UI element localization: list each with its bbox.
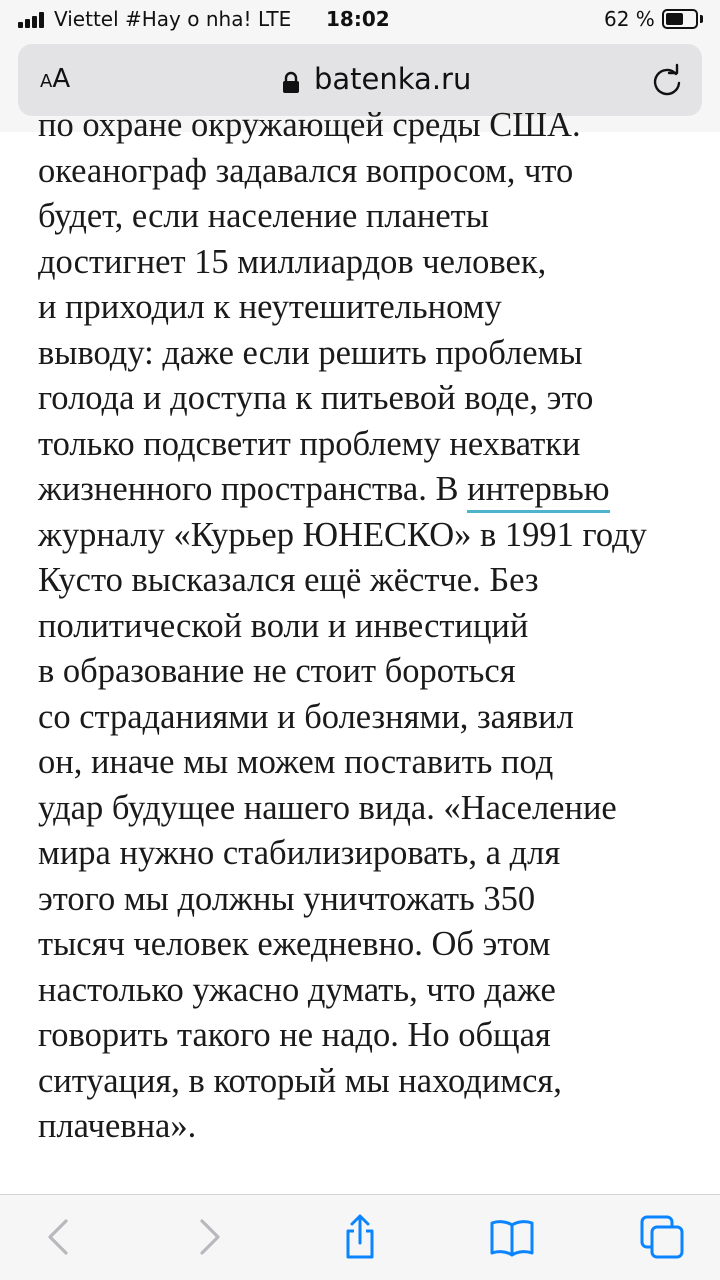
article-body bbox=[0, 106, 720, 1194]
signal-strength-icon bbox=[18, 12, 48, 28]
battery-tip bbox=[700, 15, 703, 23]
text-size-large-letter: A bbox=[52, 64, 71, 94]
article-line: плачевна». bbox=[38, 1107, 197, 1145]
battery-percentage: 62 % bbox=[604, 7, 655, 31]
reload-icon[interactable] bbox=[650, 64, 684, 98]
article-line: этого мы должны уничтожать 350 bbox=[38, 879, 536, 918]
article-line: со страданиями и болезнями, заявил bbox=[38, 697, 574, 736]
article-line: голода и доступа к питьевой воде, это bbox=[38, 379, 594, 417]
carrier-name: Viettel #Hay o nha! bbox=[54, 7, 252, 31]
status-bar bbox=[0, 0, 720, 40]
tabs-icon bbox=[638, 1213, 686, 1261]
back-icon bbox=[36, 1213, 84, 1261]
article-line: тысяч человек ежедневно. Об этом bbox=[38, 925, 551, 963]
article-line: мира нужно стабилизировать, а для bbox=[38, 834, 561, 872]
share-icon bbox=[336, 1213, 384, 1261]
browser-toolbar bbox=[0, 1194, 720, 1280]
forward-icon bbox=[184, 1213, 232, 1261]
article-line: выводу: даже если решить проблемы bbox=[38, 333, 583, 372]
network-type: LTE bbox=[258, 7, 292, 31]
article-line: по охране окружающей среды США. bbox=[38, 106, 581, 144]
article-line: удар будущее нашего вида. «Население bbox=[38, 788, 617, 827]
status-time: 18:02 bbox=[326, 7, 390, 31]
share-button[interactable] bbox=[336, 1213, 384, 1261]
article-line: Кусто высказался ещё жёстче. Без bbox=[38, 561, 539, 599]
article-line: настолько ужасно думать, что даже bbox=[38, 970, 556, 1009]
lock-icon bbox=[282, 72, 300, 94]
back-button[interactable] bbox=[36, 1213, 84, 1261]
article-line-with-link bbox=[38, 467, 698, 513]
article-line: говорить такого не надо. Но общая bbox=[38, 1016, 551, 1054]
battery-level-fill bbox=[666, 13, 683, 25]
interview-link[interactable]: интервью bbox=[467, 470, 609, 513]
bookmarks-button[interactable] bbox=[488, 1213, 536, 1261]
battery-icon bbox=[662, 9, 698, 29]
article-line: океанограф задавался вопросом, что bbox=[38, 151, 574, 190]
url-text[interactable]: batenka.ru bbox=[314, 62, 472, 96]
article-line: журналу «Курьер ЮНЕСКО» в 1991 году bbox=[38, 515, 647, 554]
article-line-text: жизненного пространства. В bbox=[38, 470, 468, 508]
forward-button[interactable] bbox=[184, 1213, 232, 1261]
article-line: будет, если население планеты bbox=[38, 197, 489, 235]
article-line: ситуация, в который мы находимся, bbox=[38, 1061, 562, 1100]
bookmarks-icon bbox=[488, 1213, 536, 1261]
article-line: политической воли и инвестиций bbox=[38, 606, 529, 645]
article-line: и приходил к неутешительному bbox=[38, 288, 502, 326]
article-line: достигнет 15 миллиардов человек, bbox=[38, 242, 547, 281]
article-line: он, иначе мы можем поставить под bbox=[38, 743, 554, 781]
text-size-button[interactable] bbox=[40, 64, 90, 98]
article-line: только подсветит проблему нехватки bbox=[38, 424, 581, 463]
article-line: в образование не стоит бороться bbox=[38, 652, 516, 690]
text-size-small-letter: A bbox=[40, 71, 53, 92]
tabs-button[interactable] bbox=[638, 1213, 686, 1261]
article-paragraph bbox=[38, 103, 698, 1150]
